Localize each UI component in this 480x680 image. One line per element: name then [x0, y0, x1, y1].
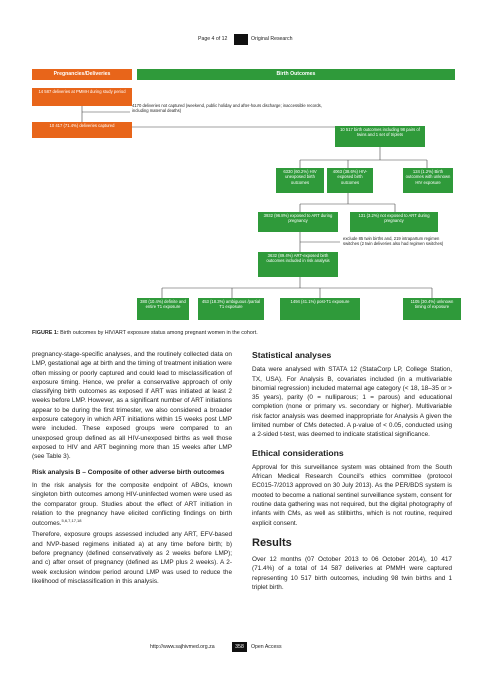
post-t1-exposure-box: 1494 (41.1%) post-T1 exposure	[280, 298, 360, 320]
art-not-exposed-box: 131 (3.2%) not exposed to ART during pregnancy	[350, 212, 438, 232]
section-label: Original Research	[251, 36, 293, 42]
page-number: 358	[232, 642, 247, 652]
risk-analysis-b-text: In the risk analysis for the composite endpoint of ABOs, known singleton birth outcomes among HIV-uninfected women were used as the comparator group. Studies about the effect of ART initiation in relation to the pregnancy have elicited conflicting findings on birth outcomes.	[32, 481, 232, 528]
paragraph-exposure-groups: Therefore, exposure groups assessed included any ART, EFV-based and NVP-based regimens initiated a) at any time before birth; b) before pregnancy (defined conservatively as 2 weeks before LMP); and c) after onset of pregnancy (defined as LMP plus 2 weeks). A 2-week exclusion window period around LMP was used to reduce the likelihood of misclassification in this analysis.	[32, 531, 232, 585]
pregnancies-deliveries-band: Pregnancies/Deliveries	[32, 69, 132, 80]
paragraph-results: Over 12 months (07 October 2013 to 06 October 2014), 10 417 (71.4%) of a total of 14 587 deliveries at PMMH were captured representing 10 517 birth outcomes, including 98 twin births and 1 triplet birth.	[252, 556, 452, 591]
left-text-column	[32, 350, 232, 588]
header-divider-block	[234, 34, 248, 45]
ethical-considerations-heading: Ethical considerations	[252, 447, 344, 458]
statistical-analyses-heading: Statistical analyses	[252, 350, 332, 360]
results-heading: Results	[252, 536, 292, 549]
hiv-unexposed-box: 6330 (60.2%) HIV unexposed birth outcomes	[276, 168, 324, 193]
unknown-hiv-exposure-box: 124 (1.2%) Birth outcomes with unknown HIV exposure	[403, 168, 453, 193]
hiv-exposed-box: 4063 (38.6%) HIV-exposed birth outcomes	[327, 168, 373, 193]
citation-superscript: 5,6,7,17,18	[61, 518, 82, 524]
open-access-label: Open Access	[251, 644, 282, 650]
paragraph-exposure-classification: pregnancy-stage-specific analyses, and the routinely collected data on LMP, gestational age at birth and the timing of treatment initiation were often missing or poorly captured and could lead to misclassification of exposure timing. Hence, we prefer a conservative approach of only classifying birth outcomes as exposed if ART was initiated at least 2 weeks before LMP. However, as a significant number of ART initiations appear to be during the first trimester, we also considered a broader exposure category in which ART initiations within 15 weeks post LMP were included. These exposed groups were compared to an unexposed group defined as all HIV-unexposed births as well those exposed to HIV and ART beginning more than 15 weeks after LMP (see Table 3).	[32, 351, 232, 461]
journal-url-link[interactable]: http://www.sajhivmed.org.za	[150, 644, 215, 650]
birth-outcomes-total-box: 10 517 birth outcomes including 98 pairs of twins and 1 set of triplets	[335, 126, 425, 147]
figure-caption-text: Birth outcomes by HIV/ART exposure status among pregnant women in the cohort.	[58, 330, 258, 336]
paragraph-risk-analysis-b	[32, 481, 232, 529]
not-captured-note: 4170 deliveries not captured (weekend, public holiday and after-hours discharge; inaccessible records, including maternal deaths)	[132, 103, 322, 114]
right-text-column	[252, 350, 452, 594]
art-exposed-box: 3932 (96.8%) exposed to ART during pregnancy	[258, 212, 338, 232]
paragraph-statistical-analyses: Data were analysed with STATA 12 (StataCorp LP, College Station, TX, USA). For Analysis B, covariates included (in a multivariable binomial regression) included maternal age category (< 18, 18–35 or > 35 years), parity (0 = nulliparous; 1 = parous) and educational completion (none or primary vs. secondary or higher). Multivariable risk factor analysis was deemed inappropriate for Analysis A given the limited number of CMs detected. A p-value of < 0.05, conducted using a 2-sided t-test, was deemed to indicate statistical significance.	[252, 366, 452, 439]
captured-deliveries-box: 10 417 (71.4%) deliveries captured	[32, 122, 132, 138]
definite-t1-exposure-box: 380 (10.4%) definite and entire T1 exposure	[137, 298, 189, 320]
risk-analysis-box: 3632 (89.4%) ART-exposed birth outcomes included in risk analysis	[258, 252, 338, 277]
figure-caption	[32, 330, 452, 336]
figure-caption-label: FIGURE 1:	[32, 330, 59, 336]
exclusion-note: exclude 85 twin births and, 219 intrapartum regimen switches (2 twin deliveries also had regimen switches)	[343, 236, 444, 247]
total-deliveries-box: 14 587 deliveries at PMMH during study period	[32, 88, 132, 106]
paragraph-ethical-considerations: Approval for this surveillance system was obtained from the South African Medical Research Council's ethics committee (protocol EC015-7/2013 approved on 30 July 2013). As the PER/BDS system is mooted to become a national sentinel surveillance system, consent for routine data gathering was not required, but the digital photography of infants with CMs, as well as stillbirths, which is not routine, required explicit consent.	[252, 463, 452, 527]
birth-outcomes-band: Birth Outcomes	[137, 69, 455, 80]
page-indicator: Page 4 of 12	[198, 36, 228, 42]
unknown-timing-box: 1105 (30.4%) unknown timing of exposure	[403, 298, 461, 320]
page-header	[0, 34, 480, 46]
ambiguous-t1-exposure-box: 453 (18.3%) ambiguous /partial T1 exposure	[198, 298, 264, 320]
page-footer	[0, 642, 480, 652]
risk-analysis-b-heading: Risk analysis B – Composite of other adverse birth outcomes	[32, 469, 225, 477]
